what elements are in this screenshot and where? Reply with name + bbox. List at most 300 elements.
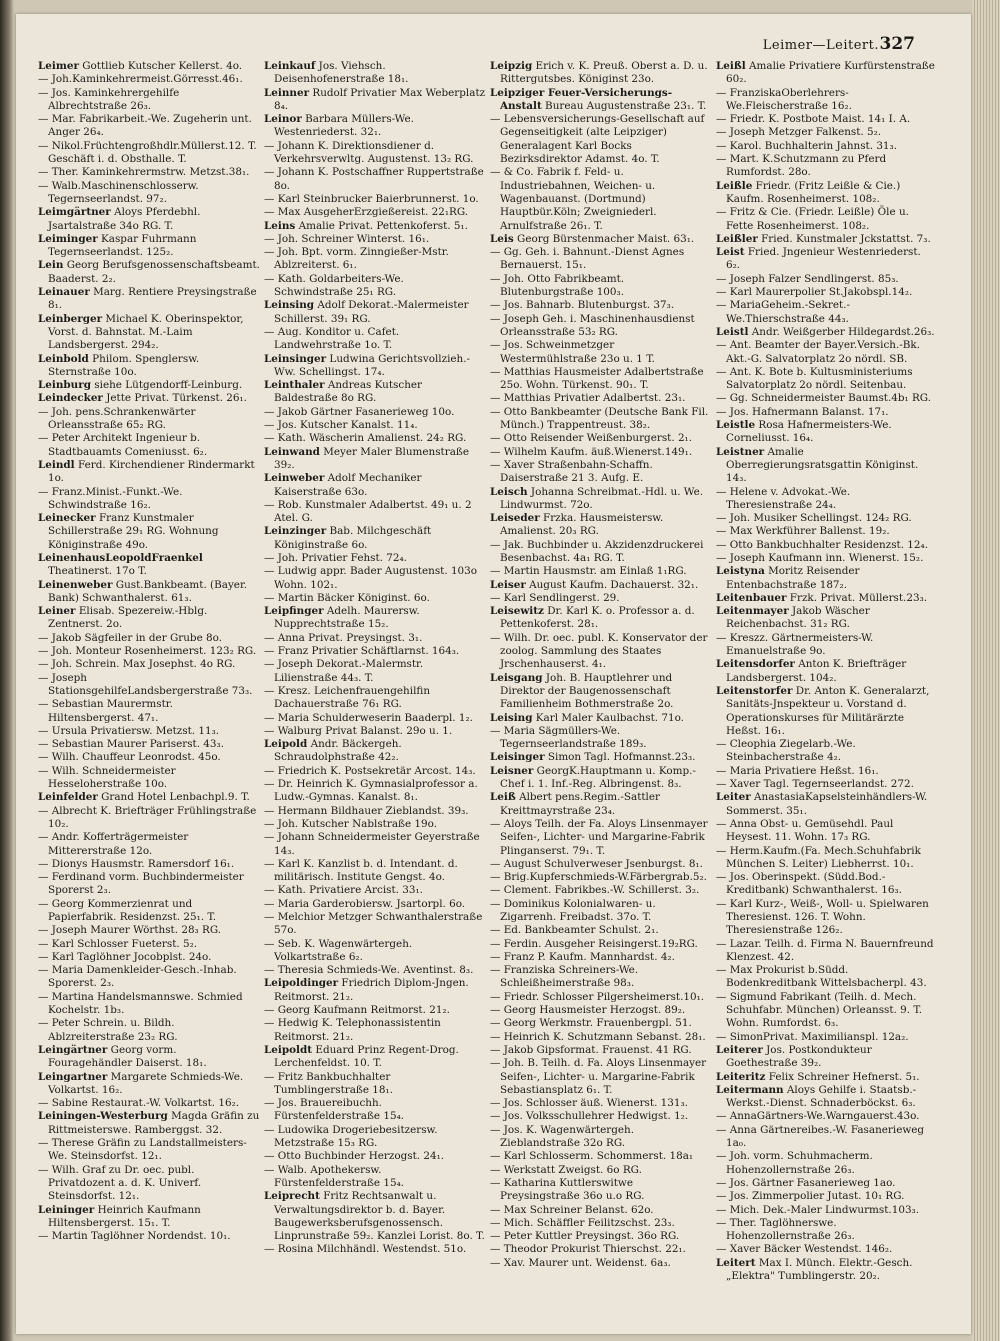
entry-details: — Xav. Maurer unt. Weidenst. 6a₃. [490,1256,671,1269]
entry-details: — Helene v. Advokat.-We. Theresienstraße 24₄. [716,485,851,511]
entry-details: — Martina Handelsmannswe. Schmied Kochelstr. 1b₃. [38,990,243,1017]
entry-details: — Maria Privatiere Heßst. 16₁. [716,764,879,777]
entry-details: — Johann Schneidermeister Geyerstraße 14₃. [264,831,480,857]
entry-surname: Leiteritz [716,1070,766,1083]
entry-details: — Joseph Metzger Falkenst. 5₂. [716,126,882,139]
directory-entry [490,938,712,951]
directory-entry [38,645,260,658]
directory-entry [716,1217,938,1244]
directory-entry [264,592,486,605]
entry-surname: Leindl [38,458,75,471]
entry-details: — Joseph StationsgehilfeLandsbergerstraße 73₃. [38,671,253,697]
entry-details: — Wilhelm Kaufm. äuß.Wienerst.149₁. [490,445,693,458]
directory-entry [490,459,712,486]
directory-entry [38,579,260,606]
entry-details: — Jos. Brauereibuchh. Fürstenfelderstraße 15₄. [264,1097,405,1123]
entry-details: — Jos. Zimmerpolier Jutast. 10₁ RG. [716,1190,905,1203]
entry-details: Joh. B. Hauptlehrer und Direktor der Baugenossenschaft Familienheim Bothmerstraße 2o. [500,671,674,711]
directory-entry [716,658,938,685]
entry-surname: Leis [490,232,514,245]
directory-entry [490,765,712,792]
entry-details: — Martin Taglöhner Nordendst. 10₁. [38,1230,231,1243]
entry-surname: Leistyna [716,565,765,578]
directory-entry [264,1124,486,1151]
entry-details: — Brig.Kupferschmieds-W.Färbergrab.5₂. [490,871,707,884]
directory-entry [716,366,938,393]
entry-details: — Theresia Schmieds-We. Aventinst. 8₃. [264,964,474,977]
directory-entry [716,592,938,605]
entry-details: — Ferdinand vorm. Buchbindermeister Sporerst 2₃. [38,871,244,897]
directory-entry [716,565,938,592]
directory-entry [38,313,260,353]
directory-entry [264,725,486,738]
entry-details: Jette Privat. Türkenst. 26₁. [102,392,247,405]
entry-details: Fried. Jngenieur Westenriederst. 6₂. [726,246,921,272]
directory-entry [264,379,486,406]
directory-entry [264,419,486,432]
entry-details: — Peter Kuttler Preysingst. 36o RG. [490,1230,680,1243]
entry-details: — Anna Gärtnereibes.-W. Fasanerieweg 1a₀. [716,1123,925,1150]
entry-details: Friedr. (Fritz Leißle & Cie.) Kaufm. Rosenheimerst. 108₂. [726,179,901,205]
entry-details: Fritz Rechtsanwalt u. Verwaltungsdirektor b. d. Bayer. Baugewerksberufsgenossensch. Linprunstraße 59₂. Kanzlei Lorist. 8o. T. [274,1190,485,1243]
entry-details: Theatinerst. 17o T. [48,565,147,578]
entry-surname: Leinwand [264,445,320,458]
directory-page [16,14,971,1334]
entry-details: — Maria Schulderweserin Baaderpl. 1₂. [264,711,473,724]
entry-surname: Leiterer [716,1043,763,1056]
directory-entry [264,1164,486,1191]
directory-entry [490,166,712,232]
entry-details: — SimonPrivat. Maximilianspl. 12a₂. [716,1030,909,1043]
entry-details: — Gg. Schneidermeister Baumst.4b₁ RG. [716,392,932,405]
directory-entry [38,605,260,632]
directory-entry [716,1110,938,1123]
entry-details: — Clement. Fabrikbes.-W. Schillerst. 3₂. [490,884,700,897]
entry-details: — Xaver Tagl. Tegernseerlandst. 272. [716,778,914,791]
entry-details: — Albrecht K. Briefträger Frühlingstraße 10₂. [38,804,257,830]
directory-entry [38,924,260,937]
entry-details: Georg Berufsgenossenschaftsbeamt. Baaderst. 2₂. [48,259,260,285]
entry-details: — Mar. Fabrikarbeit.-We. Zugeherin unt. Anger 26₄. [38,113,252,139]
entry-details: — Johann K. Postschaffner Ruppertstraße 8o. [264,166,484,192]
directory-entry [264,1017,486,1044]
entry-surname: Leiter [716,791,751,804]
entry-details: Erich v. K. Preuß. Oberst a. D. u. Rittergutsbes. Königinst 23o. [500,60,708,86]
entry-details: — Xaver Straßenbahn-Schaffn. Daiserstraße 21 3. Aufg. E. [490,458,653,485]
directory-entry [264,273,486,300]
entry-details: Bureau Augustenstraße 23₁. T. [541,99,707,112]
entry-surname: Leingärtner [38,1043,108,1056]
directory-entry [490,1097,712,1110]
entry-details: — Franz.Minist.-Funkt.-We. Schwindstraße 16₂. [38,485,183,511]
entry-details: — Joh. Kutscher Nablstraße 19o. [264,817,437,830]
directory-entry [490,446,712,459]
entry-details: — Peter Architekt Ingenieur b. Stadtbauamts Comeniusst. 6₂. [38,432,208,458]
directory-entry [716,525,938,538]
directory-entry [38,738,260,751]
entry-details: — Dr. Heinrich K. Gymnasialprofessor a. Ludw.-Gymnas. Kanalst. 8₁. [264,778,478,804]
entry-details: — Martin Bäcker Königinst. 6o. [264,591,430,604]
entry-surname: Leipoldinger [264,977,339,990]
directory-entry [38,206,260,233]
entry-details: — Karl Steinbrucker Baierbrunnerst. 1o. [264,192,479,205]
directory-entry [716,871,938,898]
entry-details: Johanna Schreibmat.-Hdl. u. We. Lindwurmst. 72o. [500,485,704,511]
directory-entry [716,845,938,872]
directory-entry [38,632,260,645]
entry-details: — Maria Damenkleider-Gesch.-Inhab. Sporerst. 2₃. [38,964,237,990]
directory-entry [490,605,712,632]
directory-entry [38,286,260,313]
directory-entry [264,326,486,353]
directory-entry [38,938,260,951]
entry-surname: Leitermann [716,1083,784,1096]
directory-entry [716,818,938,845]
directory-entry [490,1150,712,1163]
entry-details: Anton K. Briefträger Landsbergerst. 104₂. [726,658,907,684]
entry-details: — Seb. K. Wagenwärtergeh. Volkartstraße 6₂. [264,937,413,963]
entry-details: — Georg Kaufmann Reitmorst. 21₂. [264,1004,450,1017]
entry-details: Karl Maler Kaulbachst. 71o. [532,711,684,724]
directory-entry [490,1164,712,1177]
entry-details: — Lazar. Teilh. d. Firma N. Bauernfreund Klenzest. 42. [716,937,934,963]
directory-entry [490,898,712,925]
entry-surname: Leitenstorfer [716,684,793,697]
entry-details: Ferd. Kirchendiener Rindermarkt 1o. [48,458,255,485]
directory-entry [716,1243,938,1256]
entry-details: siehe Lütgendorff-Leinburg. [90,379,243,392]
entry-surname: Leinor [264,113,302,126]
entry-details: — Wilh. Dr. oec. publ. K. Konservator der zoolog. Sammlung des Staates Jrschenhauserst. 4₁. [490,631,708,671]
directory-entry [264,299,486,326]
entry-surname: Leitert [716,1256,756,1269]
directory-entry [264,831,486,858]
directory-entry [264,805,486,818]
directory-entry [716,898,938,938]
directory-entry [490,1031,712,1044]
entry-details: — Sebastian Maurermstr. Hiltensbergerst. 47₁. [38,698,173,724]
entry-details: — Joh. Otto Fabrikbeamt. Blutenburgstraße 100₃. [490,272,625,299]
entry-details: — Dominikus Kolonialwaren- u. Zigarrenh. Freibadst. 37o. T. [490,897,656,923]
entry-details: — Sabine Restaurat.-W. Volkartst. 16₂. [38,1097,240,1110]
entry-surname: Leitenbauer [716,591,787,604]
entry-details: Bab. Milchgeschäft Königinstraße 6o. [274,525,432,551]
entry-details: — Ursula Privatiersw. Metzst. 11₃. [38,724,220,737]
directory-entry [264,499,486,526]
entry-surname: Leisgang [490,671,543,684]
directory-entry [264,765,486,778]
directory-entry [264,246,486,273]
entry-details: — Xaver Bäcker Westendst. 146₂. [716,1243,893,1256]
directory-entry [490,512,712,539]
directory-entry [38,991,260,1018]
entry-details: Meyer Maler Blumenstraße 39₂. [274,445,469,471]
directory-entry [264,565,486,592]
directory-entry [264,113,486,140]
entry-details: Gust.Bankbeamt. (Bayer. Bank) Schwanthalerst. 61₃. [48,578,248,604]
directory-entry [716,991,938,1031]
directory-entry [490,87,712,114]
entry-surname: LeinenhausLeopoldFraenkel [38,551,203,564]
entry-details: — Ther. Kaminkehrermstrw. Metzst.38₁. [38,166,250,179]
entry-details: — Lebensversicherungs-Gesellschaft auf Gegenseitigkeit (alte Leipziger) Generalagent Karl Bocks Bezirksdirektor Adamst. 4o. T. [490,113,705,166]
entry-details: — Kath. Privatiere Arcist. 33₁. [264,884,423,897]
entry-details: — Jos. Oberinspekt. (Südd.Bod.-Kreditbank) Schwanthalerst. 16₃. [716,871,902,897]
entry-details: — Max AusgeherErzgießereist. 22₁RG. [264,206,469,219]
entry-details: — Jak. Buchbinder u. Akzidenzdruckerei Besenbachst. 4a₁ RG. T. [490,538,704,564]
entry-details: — Maria Garderobiersw. Jsartorpl. 6o. [264,897,466,910]
directory-entry [490,1217,712,1230]
entry-surname: Leistle [716,419,756,432]
entry-surname: Leinenweber [38,578,113,591]
directory-entry [490,1017,712,1030]
directory-entry [264,206,486,219]
entry-details: — Martin Hausmstr. am Einlaß 1₁RG. [490,565,687,578]
entry-details: — Andr. Kofferträgermeister Mittererstraße 12o. [38,831,189,857]
entry-details: Jos. Postkondukteur Goethestraße 39₂. [726,1043,872,1070]
directory-entry [716,778,938,791]
entry-surname: Leinsing [264,299,315,312]
entry-details: — Otto Bankbuchhalter Residenzst. 12₄. [716,538,928,551]
directory-entry [264,1044,486,1071]
entry-details: — Joh. Musiker Schellingst. 124₂ RG. [716,512,912,525]
directory-entry [264,632,486,645]
directory-entry [490,818,712,858]
directory-entry [490,1243,712,1256]
entry-details: Amalie Privat. Pettenkoferst. 5₁. [295,219,468,232]
directory-entry [38,858,260,871]
directory-entry [490,791,712,818]
entry-surname: Leißl [716,60,746,72]
entry-details: — Karl Schlosserm. Schommerst. 18a₁ [490,1150,694,1163]
entry-surname: Leisch [490,485,528,498]
directory-entry [490,1177,712,1204]
entry-details: Grand Hotel Lenbachpl.9. T. [97,791,250,804]
entry-details: — Sigmund Fabrikant (Teilh. d. Mech. Schuhfabr. München) Orleansst. 9. T. Wohn. Rumfordst. 6₃. [716,990,923,1030]
entry-details: — & Co. Fabrik f. Feld- u. Industriebahnen, Weichen- u. Wagenbauanst. (Dortmund) Hauptbür.Köln; Zweigniederl. Arnulfstraße 26₁. T. [490,166,657,232]
directory-entry [38,512,260,552]
directory-entry [38,259,260,286]
directory-entry [490,60,712,87]
entry-details: Andr. Weißgerber Hildegardst.26₃. [748,325,935,338]
directory-entry [490,392,712,405]
entry-surname: Leiß [490,791,516,804]
entry-details: — Joh. Monteur Rosenheimerst. 123₂ RG. [38,645,257,658]
entry-details: Friedrich Diplom-Jngen. Reitmorst. 21₂. [274,977,469,1003]
directory-entry [490,246,712,273]
entry-surname: Leiprecht [264,1190,320,1203]
page-number: 327 [879,34,915,54]
entry-details: — Wilh. Schneidermeister Hesseloherstraße 10o. [38,764,176,791]
directory-entry [264,446,486,473]
entry-details: Aloys Pferdebhl. Jsartalstraße 34o RG. T. [48,206,201,232]
running-head: Leimer—Leitert. [762,38,879,53]
entry-details: — Jakob Gärtner Fasanerieweg 10o. [264,405,455,418]
directory-entry [38,1110,260,1137]
entry-details: Georg vorm. Fouragehändler Daiserst. 18₁. [48,1043,207,1070]
directory-entry [264,552,486,565]
directory-entry [38,658,260,671]
directory-entry [490,1004,712,1017]
entry-details: — Jos. Volksschullehrer Hedwigst. 1₂. [490,1110,689,1123]
entry-details: — MariaGeheim.-Sekret.-We.Thierschstraße 44₃. [716,299,850,325]
directory-entry [490,233,712,246]
entry-details: — Heinrich K. Schutzmann Sebanst. 28₁. [490,1030,706,1043]
directory-entry [264,818,486,831]
entry-details: — Therese Gräfin zu Landstallmeisters-We. Steinsdorfst. 12₁. [38,1137,247,1163]
directory-entry [38,392,260,405]
entry-details: AnastasiaKapselsteinhändlers-W. Sommerst. 35₁. [726,791,928,817]
directory-entry [264,220,486,233]
entry-details: Simon Tagl. Hofmannst.23₃. [544,751,696,764]
entry-details: — Karl Taglöhner Jocobplst. 24o. [38,950,212,963]
entry-details: Adolf Dekorat.-Malermeister Schillerst. 39₁ RG. [274,299,469,325]
entry-details: — Karl Schlosser Fueterst. 5₂. [38,937,198,950]
entry-details: — Jos. Schlosser äuß. Wienerst. 131₃. [490,1097,688,1110]
entry-surname: Leingartner [38,1070,108,1083]
directory-entry [490,1204,712,1217]
directory-entry [38,486,260,513]
entry-details: Max I. Münch. Elektr.-Gesch. „Elektra" Tumblingerstr. 20₂. [726,1256,913,1283]
entry-details: Albert pens.Regim.-Sattler Kreittmayrstraße 23₄. [500,791,660,817]
directory-entry [716,552,938,565]
entry-surname: Leist [716,246,745,259]
entry-details: Gottlieb Kutscher Kellerst. 4o. [78,60,243,72]
entry-details: — Hermann Bildhauer Zieblandst. 39₃. [264,804,469,817]
entry-details: Andr. Bäckergeh. Schraudolphstraße 42₂. [274,738,402,764]
directory-entry [490,1057,712,1097]
book-spine-shadow [0,0,14,1341]
entry-surname: Leinsinger [264,352,327,365]
directory-entry [264,1004,486,1017]
entry-surname: Leindecker [38,392,103,405]
directory-entry [490,1124,712,1151]
entry-details: — Joseph Maurer Wörthst. 28₃ RG. [38,924,222,937]
entry-details: — Karl Kurz-, Weiß-, Woll- u. Spielwaren Theresienst. 126. T. Wohn. Theresienstraße 126₂. [716,897,929,937]
directory-entry [490,299,712,312]
entry-surname: Leipfinger [264,605,324,618]
entry-surname: Leinbold [38,352,89,365]
directory-entry [716,140,938,153]
entry-details: — August Schulverweser Jsenburgst. 8₁. [490,857,703,870]
entry-surname: Leiseder [490,512,540,525]
directory-entry [38,1071,260,1098]
directory-entry [264,166,486,193]
directory-entry [38,113,260,140]
directory-entry [264,406,486,419]
directory-entry [716,791,938,818]
directory-entry [38,1164,260,1204]
directory-entry [490,924,712,937]
entry-surname: Leiser [490,578,526,591]
entry-details: — Fritz & Cie. (Friedr. Leißle) Öle u. Fette Rosenheimerst. 108₂. [716,206,909,232]
directory-entry [490,632,712,672]
directory-entry [490,565,712,578]
entry-details: Michael K. Oberinspektor, Vorst. d. Bahnstat. M.-Laim Landsbergerst. 294₂. [48,312,244,352]
directory-entry [38,1137,260,1164]
entry-details: — AnnaGärtners-We.Warngauerst.43o. [716,1110,920,1123]
entry-details: — Mich. Dek.-Maler Lindwurmst.103₃. [716,1203,920,1216]
entry-details: — Georg Kommerzienrat und Papierfabrik. Residenzst. 25₁. T. [38,897,217,923]
directory-entry [490,751,712,764]
entry-details: — Karl Sendlingerst. 29. [490,591,620,604]
entry-details: — Cleophia Ziegelarb.-We. Steinbacherstraße 4₂. [716,738,856,764]
entry-details: — Matthias Privatier Adalbertst. 23₁. [490,392,686,405]
directory-entry [38,964,260,991]
entry-details: Rudolf Privatier Max Weberplatz 8₄. [274,86,486,112]
entry-details: — Walburg Privat Balanst. 29o u. 1. [264,724,453,737]
entry-details: — Ferdin. Ausgeher Reisingerst.19₂RG. [490,937,698,950]
entry-details: — Aloys Teilh. der Fa. Aloys Linsenmayer Seifen-, Lichter- und Margarine-Fabrik Plinganserst. 79₁. T. [490,817,708,857]
entry-surname: Leininger [38,1203,95,1216]
entry-details: Moritz Reisender Entenbachstraße 187₂. [726,565,860,591]
entry-details: Adolf Mechaniker Kaiserstraße 63o. [274,472,422,498]
entry-details: — Joseph Falzer Sendlingerst. 85₃. [716,272,899,285]
entry-surname: Leipoldt [264,1043,313,1056]
entry-details: — Mart. K.Schutzmann zu Pferd Rumfordst. 28o. [716,153,887,179]
directory-entry [490,884,712,897]
directory-entry [38,233,260,260]
directory-entry [38,698,260,725]
entry-surname: Leinthaler [264,379,325,392]
entry-details: — Nikol.Früchtengroßhdlr.Müllerst.12. T. Geschäft i. d. Obsthalle. T. [38,139,257,166]
directory-entry [716,765,938,778]
entry-details: — Sebastian Maurer Pariserst. 43₃. [38,738,225,751]
entry-surname: Leinburg [38,379,91,392]
entry-details: — Rosina Milchhändl. Westendst. 51o. [264,1243,467,1256]
directory-entry [264,977,486,1004]
entry-surname: Leising [490,711,533,724]
directory-entry [38,1097,260,1110]
entry-details: — Georg Werkmstr. Frauenbergpl. 51. [490,1017,692,1030]
entry-details: — Wilh. Chauffeur Leonrodst. 45o. [38,751,221,764]
directory-entry [716,1150,938,1177]
directory-entry [38,751,260,764]
entry-details: Barbara Müllers-We. Westenriederst. 32₁. [274,113,414,139]
entry-details: Frzk. Privat. Müllerst.23₃. [786,591,928,604]
entry-details: — Karl K. Kanzlist b. d. Intendant. d. militärisch. Institute Gengst. 4o. [264,857,458,884]
entry-details: — Friedrich K. Postsekretär Arcost. 14₃. [264,764,476,777]
entry-details: — Joh. B. Teilh. d. Fa. Aloys Linsenmayer Seifen-, Lichter- u. Margarine-Fabrik Sebastiansplatz 6₁. T. [490,1057,707,1096]
entry-surname: Leisinger [490,751,545,764]
directory-entry [716,605,938,632]
entry-details: — Jos. Hafnermann Balanst. 17₁. [716,405,889,418]
directory-entry [490,1044,712,1057]
entry-details: Heinrich Kaufmann Hiltensbergerst. 15₁. T. [48,1203,201,1229]
entry-details: Marg. Rentiere Preysingstraße 8₁. [48,286,257,312]
entry-details: — Karl Maurerpolier St.Jakobspl.14₂. [716,286,913,299]
directory-entry [38,379,260,392]
entry-details: Dr. Karl K. o. Professor a. d. Pettenkoferst. 28₁. [500,605,695,631]
entry-details: — Jos. Schweinmetzger Westermühlstraße 23o u. 1 T. [490,339,655,365]
entry-details: — Herm.Kaufm.(Fa. Mech.Schuhfabrik München S. Leiter) Liebherrst. 10₁. [716,844,921,870]
directory-entry [490,1230,712,1243]
directory-entry [716,180,938,207]
directory-entry [716,1044,938,1071]
entry-surname: Leistner [716,445,765,458]
directory-entry [38,1230,260,1243]
directory-entry [264,938,486,965]
entry-details: Felix Schreiner Hefnerst. 5₁. [765,1070,920,1083]
entry-details: — Joseph Kaufmann inn. Wienerst. 15₂. [716,551,924,564]
entry-details: — Anna Privat. Preysingst. 3₁. [264,631,423,644]
column-4 [716,60,938,1283]
directory-entry [264,233,486,246]
directory-entry [716,60,938,87]
directory-entry [264,1190,486,1243]
entry-surname: Leitenmayer [716,605,789,618]
directory-entry [264,884,486,897]
